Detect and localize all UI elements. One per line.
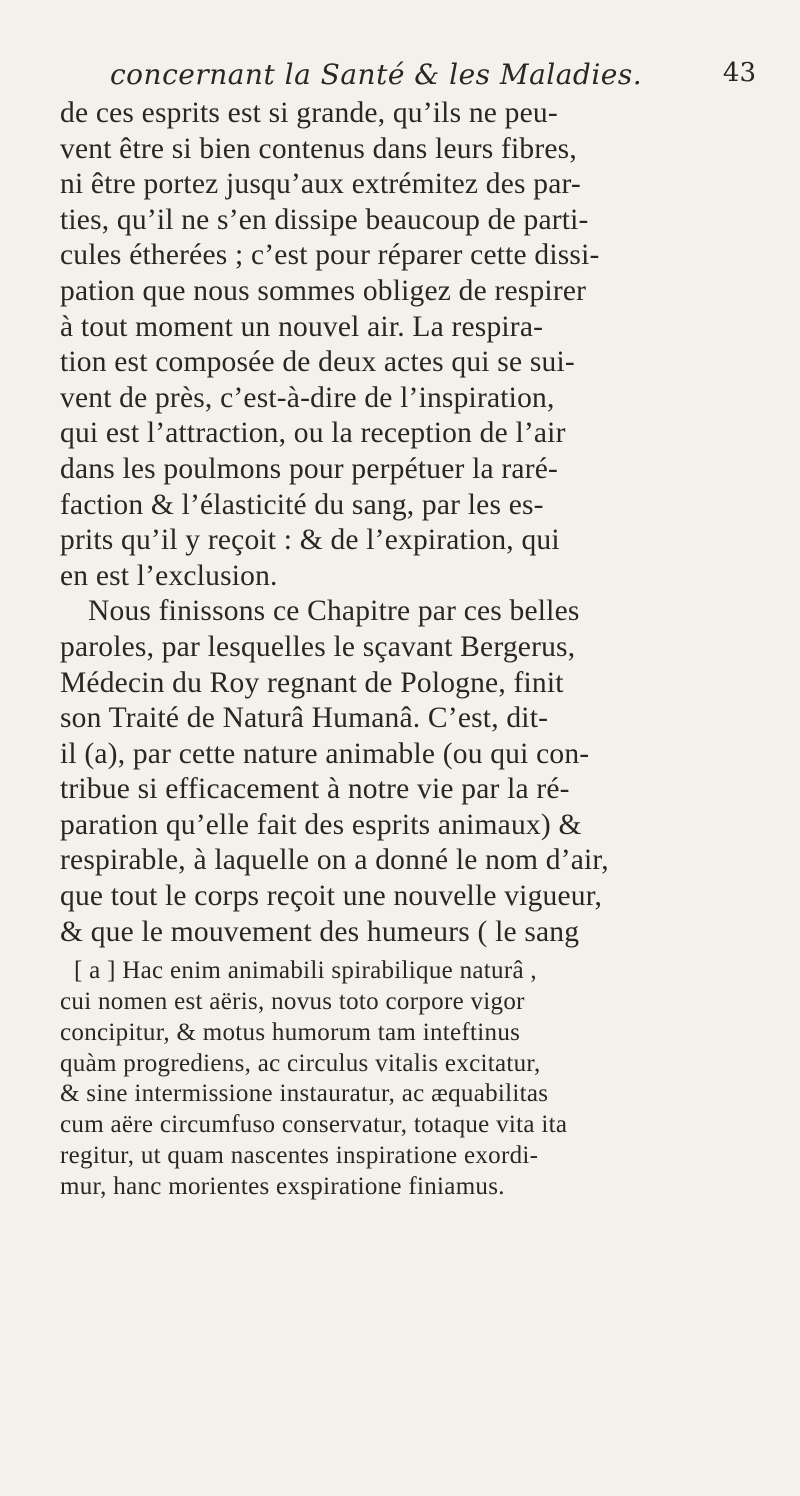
text-line: vent être si bien contenus dans leurs fibres, <box>60 132 577 165</box>
page-number: 43 <box>722 58 756 88</box>
footnote-line: quàm progrediens, ac circulus vitalis excitatur, <box>60 1049 541 1077</box>
text-line: en est l’exclusion. <box>60 559 278 592</box>
text-line: pation que nous sommes obligez de respirer <box>60 274 587 307</box>
footnote-line: concipitur, & motus humorum tam inteftinus <box>60 1018 521 1046</box>
text-line: ni être portez jusqu’aux extrémitez des par- <box>60 168 581 201</box>
text-line: il (a), par cette nature animable (ou qui con- <box>60 737 590 770</box>
text-line: cules étherées ; c’est pour réparer cette dissi- <box>60 239 600 272</box>
footnote-line: cum aëre circumfuso conservatur, totaque vita ita <box>60 1111 568 1139</box>
footnote-line: & sine intermissione instauratur, ac æquabilitas <box>60 1080 549 1108</box>
body-text <box>60 96 764 950</box>
footnote-line: [ a ] Hac enim animabili spirabilique naturâ , <box>74 957 537 985</box>
text-line: Médecin du Roy regnant de Pologne, finit <box>60 666 564 699</box>
text-line: paroles, par lesquelles le sçavant Bergerus, <box>60 630 576 663</box>
text-line: de ces esprits est si grande, qu’ils ne peu- <box>60 97 558 129</box>
text-line: Nous finissons ce Chapitre par ces belles <box>88 595 580 628</box>
text-line: respirable, à laquelle on a donné le nom d’air, <box>60 844 609 877</box>
text-line: paration qu’elle fait des esprits animaux) & <box>60 808 582 841</box>
text-line: faction & l’élasticité du sang, par les es- <box>60 488 544 521</box>
footnote-line: regitur, ut quam nascentes inspiratione exordi- <box>60 1142 539 1170</box>
text-line: qui est l’attraction, ou la reception de l’air <box>60 417 566 450</box>
text-line: vent de près, c’est-à-dire de l’inspiration, <box>60 381 555 414</box>
footnote-line: mur, hanc morientes exspiratione finiamus. <box>60 1172 505 1200</box>
text-line: son Traité de Naturâ Humanâ. C’est, dit- <box>60 702 549 735</box>
page-header <box>60 58 764 96</box>
text-line: ties, qu’il ne s’en dissipe beaucoup de parti- <box>60 203 589 236</box>
text-line: prits qu’il y reçoit : & de l’expiration, qui <box>60 524 560 557</box>
text-line: que tout le corps reçoit une nouvelle vigueur, <box>60 880 603 913</box>
text-line: dans les poulmons pour perpétuer la raré- <box>60 452 559 485</box>
footnote <box>60 956 764 1202</box>
text-line: tribue si efficacement à notre vie par la ré- <box>60 773 570 806</box>
text-line: & que le mouvement des humeurs ( le sang <box>60 915 580 948</box>
text-line: tion est composée de deux actes qui se sui- <box>60 346 575 379</box>
footnote-line: cui nomen est aëris, novus toto corpore vigor <box>60 988 525 1016</box>
text-line: à tout moment un nouvel air. La respira- <box>60 310 544 343</box>
running-head: concernant la Santé & les Maladies. <box>110 58 643 91</box>
